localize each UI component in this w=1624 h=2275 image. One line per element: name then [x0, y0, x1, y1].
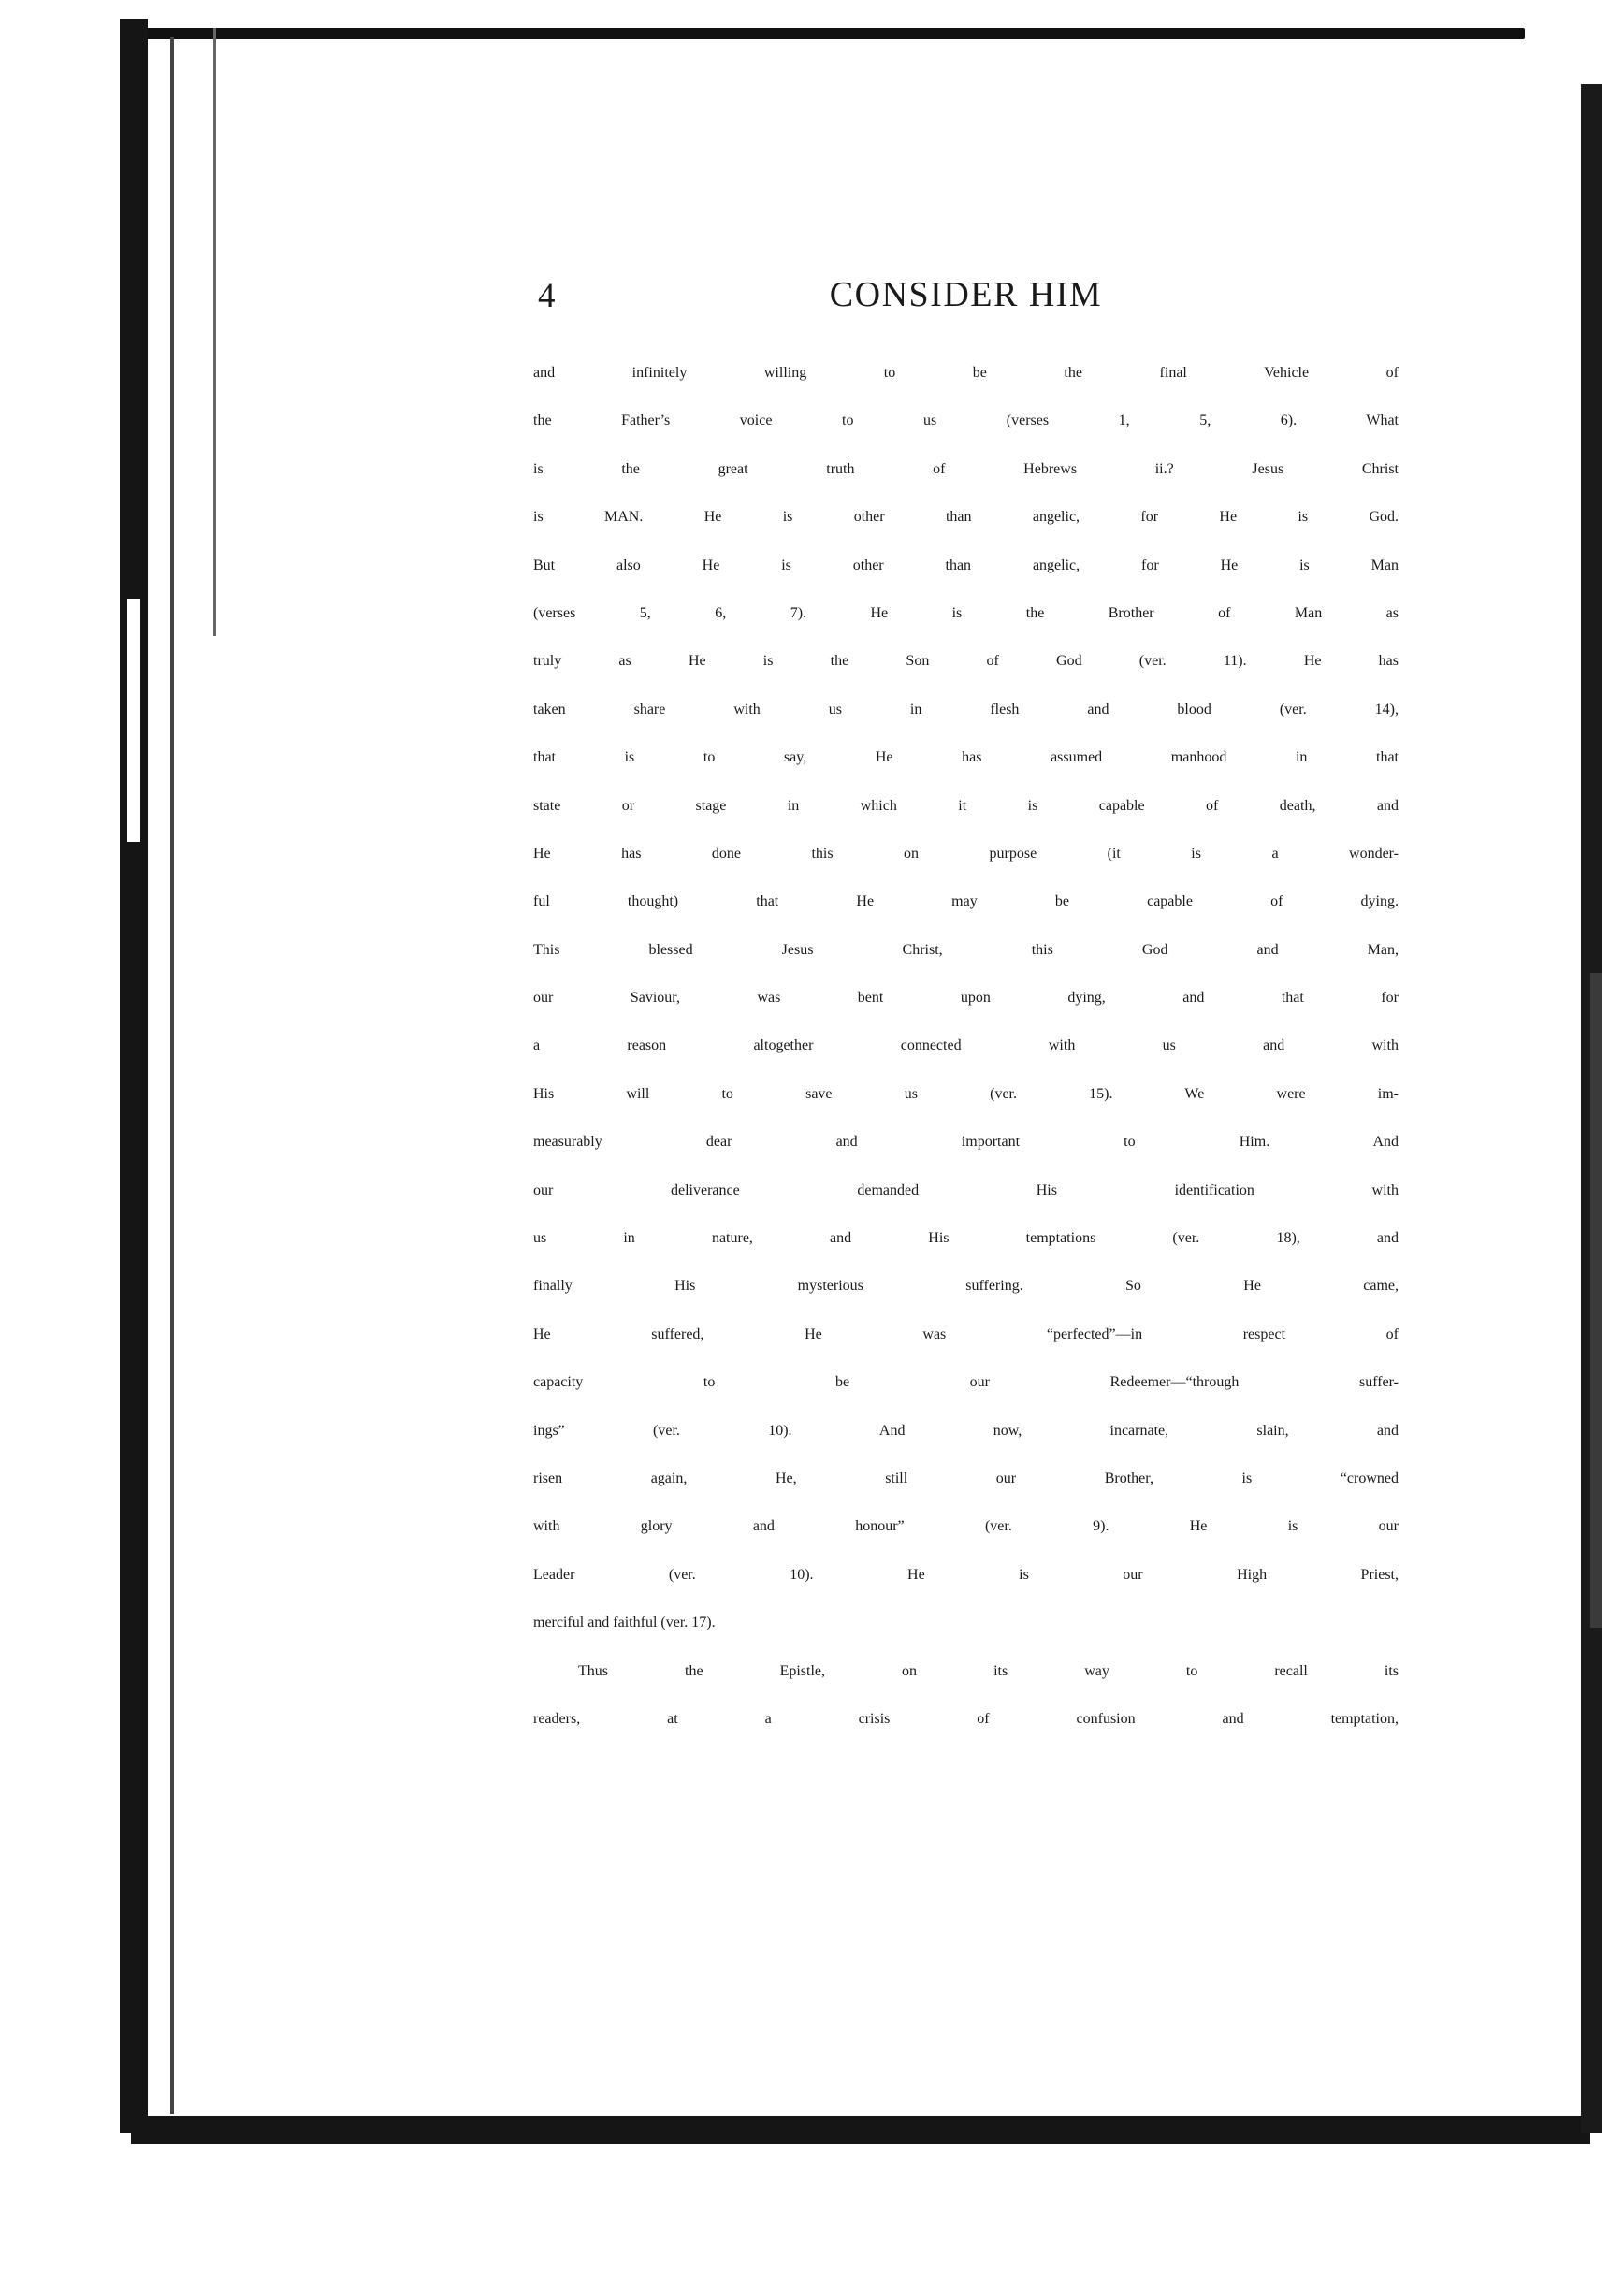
- text-line-paragraph-end: merciful and faithful (ver. 17).: [533, 1615, 716, 1631]
- scan-edge-left-line-2: [213, 28, 216, 636]
- scan-edge-left: [120, 19, 148, 2133]
- text-line: state or stage in which it is capable of death, and: [533, 797, 1399, 814]
- text-line: with glory and honour” (ver. 9). He is our: [533, 1518, 1399, 1535]
- scan-edge-bottom: [131, 2116, 1590, 2144]
- text-line: a reason altogether connected with us and with: [533, 1037, 1399, 1054]
- text-line: our deliverance demanded His identification with: [533, 1181, 1399, 1198]
- text-line: and infinitely willing to be the final Vehicle of: [533, 365, 1399, 381]
- text-line: finally His mysterious suffering. So He came,: [533, 1278, 1399, 1295]
- text-line: ful thought) that He may be capable of dying.: [533, 893, 1399, 910]
- scan-edge-top: [122, 28, 1525, 39]
- text-line: capacity to be our Redeemer—“through suffer-: [533, 1374, 1399, 1391]
- text-line: is MAN. He is other than angelic, for He is God.: [533, 509, 1399, 526]
- scan-edge-left-gap: [127, 599, 140, 842]
- text-line: is the great truth of Hebrews ii.? Jesus Christ: [533, 460, 1399, 477]
- page-number: 4: [538, 277, 557, 315]
- scan-edge-right-gap: [1590, 973, 1602, 1628]
- text-line: readers, at a crisis of confusion and temptation,: [533, 1710, 1399, 1727]
- text-line-paragraph-start: Thus the Epistle, on its way to recall its: [578, 1662, 1399, 1679]
- text-line: Leader (ver. 10). He is our High Priest,: [533, 1566, 1399, 1583]
- scan-edge-left-line: [170, 37, 174, 2114]
- text-line: taken share with us in flesh and blood (ver. 14),: [533, 701, 1399, 717]
- text-line: But also He is other than angelic, for He is Man: [533, 557, 1399, 573]
- text-line: risen again, He, still our Brother, is “crowned: [533, 1470, 1399, 1486]
- text-line: (verses 5, 6, 7). He is the Brother of Man as: [533, 604, 1399, 621]
- text-line: truly as He is the Son of God (ver. 11). He has: [533, 653, 1399, 670]
- text-line: His will to save us (ver. 15). We were im-: [533, 1085, 1399, 1102]
- text-line: He suffered, He was “perfected”—in respect of: [533, 1326, 1399, 1342]
- text-line: This blessed Jesus Christ, this God and Man,: [533, 941, 1399, 958]
- running-title: CONSIDER HIM: [829, 275, 1103, 314]
- running-head: [533, 267, 1399, 323]
- text-line: ings” (ver. 10). And now, incarnate, slain, and: [533, 1422, 1399, 1439]
- text-line: us in nature, and His temptations (ver. 18), and: [533, 1230, 1399, 1247]
- text-line: our Saviour, was bent upon dying, and that for: [533, 990, 1399, 1007]
- text-line: the Father’s voice to us (verses 1, 5, 6). What: [533, 413, 1399, 429]
- text-line: that is to say, He has assumed manhood in that: [533, 749, 1399, 766]
- text-line: He has done this on purpose (it is a wonder-: [533, 845, 1399, 862]
- book-page: [533, 267, 1399, 1743]
- body-text: [533, 349, 1399, 1743]
- text-line: measurably dear and important to Him. And: [533, 1134, 1399, 1151]
